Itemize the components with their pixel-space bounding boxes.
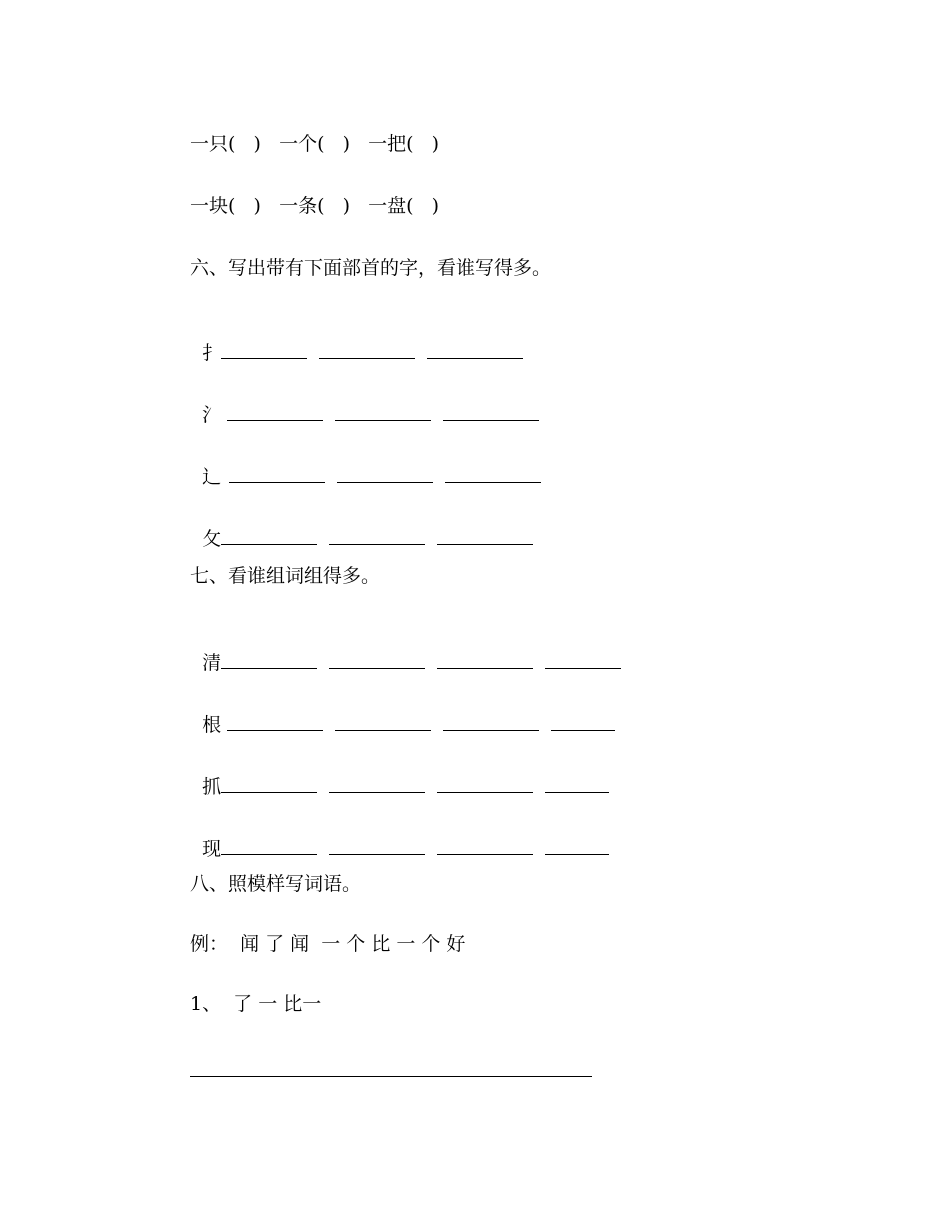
answer-blank[interactable]: [221, 836, 317, 855]
answer-blank[interactable]: [445, 464, 541, 483]
measure-word-row-2: 一块( ) 一条( ) 一盘( ): [190, 195, 440, 217]
answer-blank[interactable]: [335, 402, 431, 421]
section6-heading: 六、写出带有下面部首的字，看谁写得多。: [190, 257, 552, 279]
answer-blank[interactable]: [221, 650, 317, 669]
example-line: 例： 闻 了 闻 一 个 比 一 个 好: [190, 933, 466, 955]
answer-blank[interactable]: [229, 464, 325, 483]
section8-heading: 八、照模样写词语。: [190, 873, 362, 895]
answer-blank[interactable]: [545, 836, 609, 855]
measure-word-row-1: 一只( ) 一个( ) 一把( ): [190, 133, 440, 155]
answer-blank[interactable]: [437, 526, 533, 545]
radical-row: [190, 502, 545, 551]
radical-row: [190, 378, 551, 427]
answer-blank[interactable]: [443, 402, 539, 421]
radical-row: [190, 440, 553, 489]
answer-blank[interactable]: [329, 526, 425, 545]
answer-blank[interactable]: [329, 774, 425, 793]
word-row: [190, 626, 633, 675]
answer-blank[interactable]: [443, 712, 539, 731]
answer-blank[interactable]: [221, 526, 317, 545]
answer-blank[interactable]: [319, 340, 415, 359]
radical-char: 扌: [202, 342, 222, 364]
answer-blank[interactable]: [335, 712, 431, 731]
word-row: [190, 688, 627, 737]
answer-blank[interactable]: [545, 774, 609, 793]
answer-blank[interactable]: [227, 712, 323, 731]
radical-char: 攵: [202, 528, 222, 550]
answer-blank[interactable]: [329, 650, 425, 669]
word-char: 根: [202, 714, 222, 736]
answer-blank[interactable]: [227, 402, 323, 421]
answer-blank[interactable]: [221, 774, 317, 793]
word-char: 清: [202, 652, 222, 674]
word-row: [190, 750, 621, 799]
word-char: 现: [202, 838, 222, 860]
answer-blank[interactable]: [437, 774, 533, 793]
radical-char: 辶: [202, 466, 222, 488]
answer-line[interactable]: [190, 1076, 592, 1077]
answer-blank[interactable]: [545, 650, 621, 669]
word-row: [190, 812, 621, 861]
answer-blank[interactable]: [329, 836, 425, 855]
radical-row: [190, 316, 535, 365]
section7-heading: 七、看谁组词组得多。: [190, 565, 381, 587]
answer-blank[interactable]: [551, 712, 615, 731]
answer-blank[interactable]: [221, 340, 307, 359]
answer-blank[interactable]: [437, 650, 533, 669]
radical-char: 氵: [202, 404, 222, 426]
exercise-item-1: 1、 了 一 比一: [190, 993, 322, 1015]
answer-blank[interactable]: [337, 464, 433, 483]
word-char: 抓: [202, 776, 222, 798]
answer-blank[interactable]: [437, 836, 533, 855]
answer-blank[interactable]: [427, 340, 523, 359]
